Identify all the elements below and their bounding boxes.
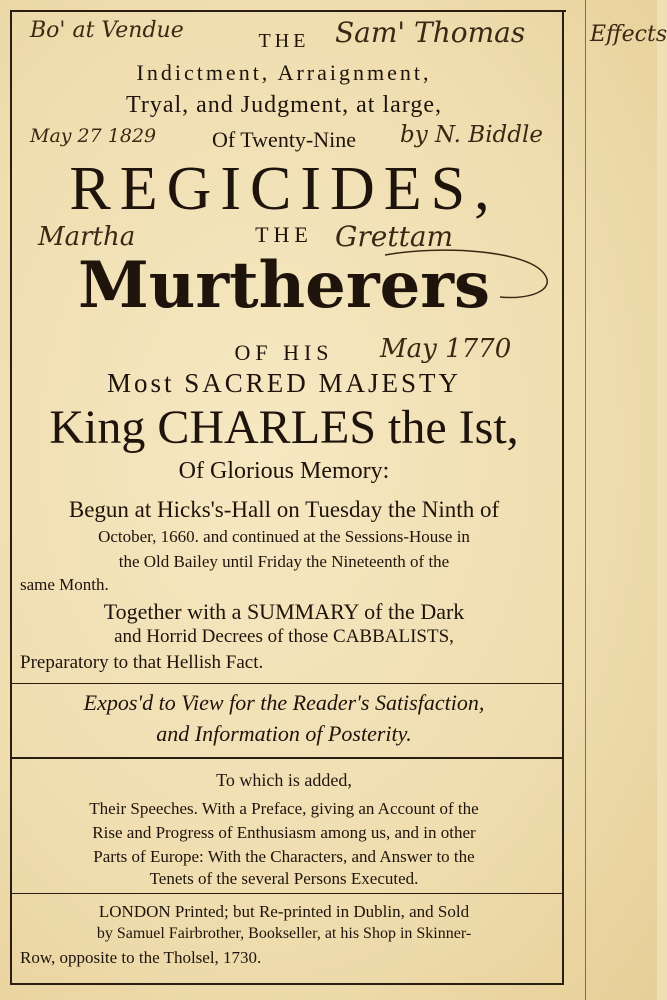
title-of-his: OF HIS xyxy=(234,340,334,365)
handwriting-date-right: by N. Biddle xyxy=(400,122,543,148)
imprint-line-1: LONDON Printed; but Re-printed in Dublin, and Sold xyxy=(98,902,470,921)
para2-line-3: Preparatory to that Hellish Fact. xyxy=(20,652,264,673)
handwriting-mid-left: Martha xyxy=(38,222,136,252)
title-memory: Of Glorious Memory: xyxy=(178,458,390,484)
handwriting-top-name: Sam' Thomas xyxy=(335,16,526,49)
imprint-line-3: Row, opposite to the Tholsel, 1730. xyxy=(20,948,262,967)
added-line-3: Parts of Europe: With the Characters, and Answer to the xyxy=(93,847,475,866)
title-regicides: REGICIDES, xyxy=(69,155,499,223)
handwriting-date-left: May 27 1829 xyxy=(30,125,157,147)
border-top xyxy=(10,10,566,12)
title-the-2: THE xyxy=(255,222,313,247)
para1-line-2: October, 1660. and continued at the Sessions-House in xyxy=(98,527,470,546)
margin-rule xyxy=(585,0,586,1000)
handwriting-date-1770: May 1770 xyxy=(380,334,512,364)
title-majesty: Most SACRED MAJESTY xyxy=(106,368,462,398)
border-bottom xyxy=(10,983,564,985)
added-line-1: Their Speeches. With a Preface, giving an Account of the xyxy=(89,799,479,818)
para2-line-2: and Horrid Decrees of those CABBALISTS, xyxy=(114,626,454,647)
handwriting-top-left: Bo' at Vendue xyxy=(30,18,184,43)
border-right xyxy=(562,10,564,985)
added-line-4: Tenets of the several Persons Executed. xyxy=(149,869,419,888)
title-line-1: Indictment, Arraignment, xyxy=(136,60,432,85)
exposed-line-1: Expos'd to View for the Reader's Satisfaction, xyxy=(83,690,485,715)
divider-3 xyxy=(12,893,562,894)
imprint-line-2: by Samuel Fairbrother, Bookseller, at his Shop in Skinner- xyxy=(96,925,472,942)
title-line-3: Of Twenty-Nine xyxy=(211,127,357,152)
handwriting-mid-right: Grettam xyxy=(335,220,454,253)
exposed-line-2: and Information of Posterity. xyxy=(156,721,412,746)
para1-line-4: same Month. xyxy=(20,575,109,594)
added-heading: To which is added, xyxy=(216,770,352,790)
border-left xyxy=(10,10,12,985)
title-king: King CHARLES the Ist, xyxy=(49,401,519,454)
para2-line-1: Together with a SUMMARY of the Dark xyxy=(103,599,465,624)
handwriting-top-right: Effects xyxy=(590,22,667,47)
para1-line-1: Begun at Hicks's-Hall on Tuesday the Ninth of xyxy=(68,497,500,522)
para1-line-3: the Old Bailey until Friday the Nineteenth of the xyxy=(118,552,450,571)
divider-2 xyxy=(12,757,562,759)
title-line-2: Tryal, and Judgment, at large, xyxy=(126,92,442,118)
divider-1 xyxy=(12,683,562,684)
title-the: THE xyxy=(258,30,310,52)
added-line-2: Rise and Progress of Enthusiasm among us, and in other xyxy=(92,823,476,842)
title-murtherers: Murtherers xyxy=(77,248,491,323)
